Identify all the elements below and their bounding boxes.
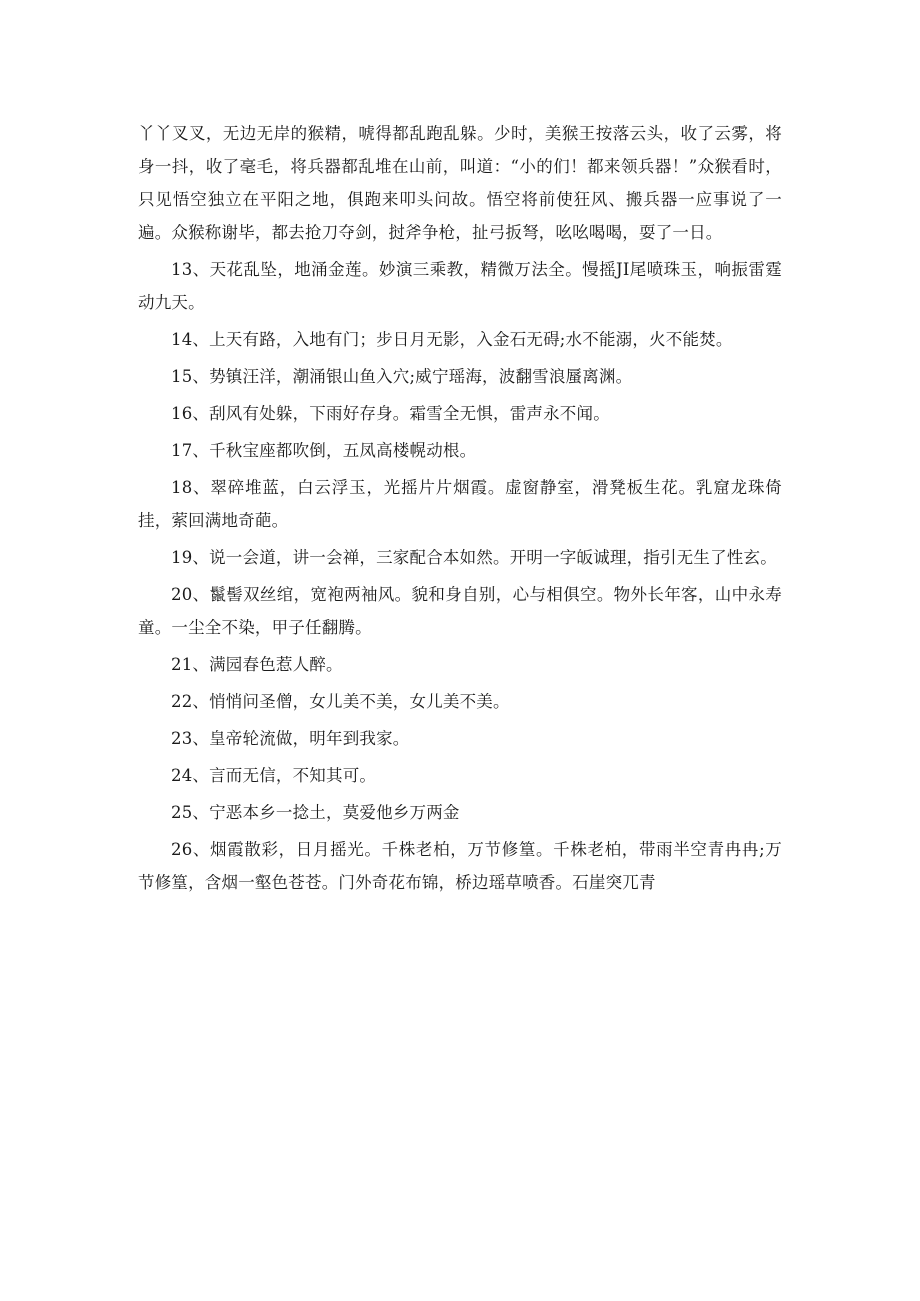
paragraph-26: 26、烟霞散彩，日月摇光。千株老柏，万节修篁。千株老柏，带雨半空青冉冉;万节修篁，含烟一壑色苍苍。门外奇花布锦，桥边瑶草喷香。石崖突兀青 bbox=[138, 840, 782, 892]
paragraph-15: 15、势镇汪洋，潮涌银山鱼入穴;威宁瑶海，波翻雪浪蜃离渊。 bbox=[171, 367, 633, 386]
paragraph-25: 25、宁恶本乡一捻土，莫爱他乡万两金 bbox=[171, 803, 460, 822]
paragraph-17: 17、千秋宝座都吹倒，五凤高楼幌动根。 bbox=[171, 441, 477, 460]
paragraph-22: 22、悄悄问圣僧，女儿美不美，女儿美不美。 bbox=[171, 692, 510, 711]
paragraph-19: 19、说一会道，讲一会禅，三家配合本如然。开明一字皈诚理，指引无生了性玄。 bbox=[171, 548, 777, 567]
paragraph-20: 20、鬣髻双丝绾，宽袍两袖风。貌和身自别，心与相俱空。物外长年客，山中永寿童。一尘全不染，甲子任翻腾。 bbox=[138, 585, 782, 637]
paragraph-14: 14、上天有路，入地有门；步日月无影，入金石无碍;水不能溺，火不能焚。 bbox=[171, 330, 733, 349]
paragraph-18: 18、翠碎堆蓝，白云浮玉，光摇片片烟霞。虚窗静室，滑凳板生花。乳窟龙珠倚挂，萦回满地奇葩。 bbox=[138, 478, 782, 530]
paragraph-16: 16、刮风有处躲，下雨好存身。霜雪全无惧，雷声永不闻。 bbox=[171, 404, 610, 423]
paragraph-24: 24、言而无信，不知其可。 bbox=[171, 766, 377, 785]
paragraph-23: 23、皇帝轮流做，明年到我家。 bbox=[171, 729, 410, 748]
paragraph-21: 21、满园春色惹人醉。 bbox=[171, 655, 343, 674]
document-body bbox=[138, 117, 782, 903]
paragraph-13: 13、天花乱坠，地涌金莲。妙演三乘教，精微万法全。慢摇JI尾喷珠玉，响振雷霆动九天。 bbox=[138, 260, 782, 312]
paragraph-continuation: 丫丫叉叉，无边无岸的猴精，唬得都乱跑乱躲。少时，美猴王按落云头，收了云雾，将身一抖，收了毫毛，将兵器都乱堆在山前，叫道：“小的们！都来领兵器！”众猴看时，只见悟空独立在平阳之地，俱跑来叩头问故。悟空将前使狂风、搬兵器一应事说了一遍。众猴称谢毕，都去抢刀夺剑，挝斧争枪，扯弓扳弩，吆吆喝喝，耍了一日。 bbox=[138, 124, 782, 242]
